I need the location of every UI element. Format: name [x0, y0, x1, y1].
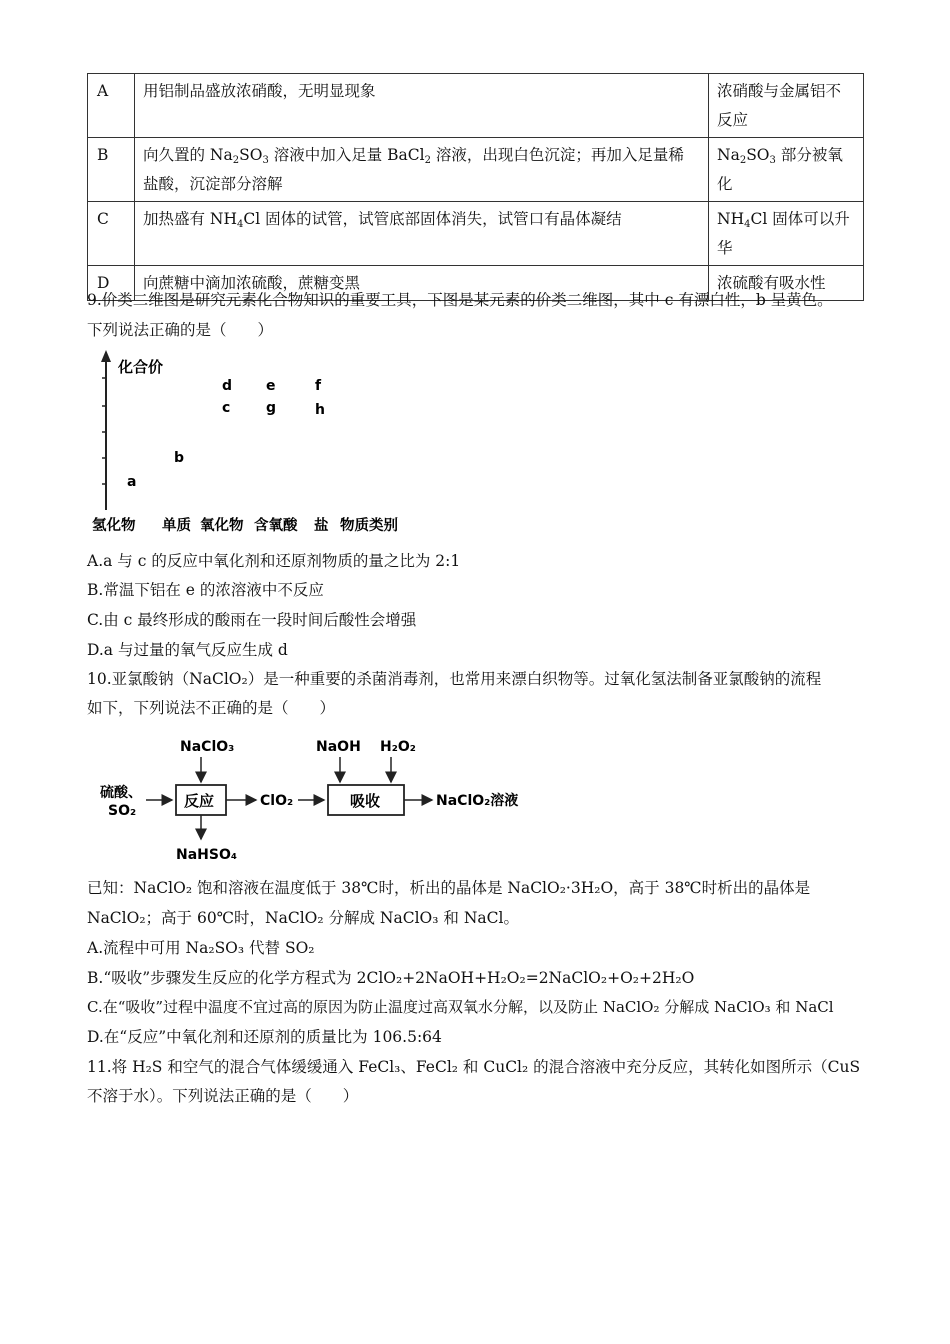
- q10-known-2: NaClO₂；高于 60℃时，NaClO₂ 分解成 NaClO₃ 和 NaCl。: [87, 909, 519, 927]
- point-label-e: e: [266, 378, 276, 394]
- x-category-label: 氧化物: [200, 518, 244, 534]
- y-axis-label: 化合价: [118, 358, 164, 376]
- point-label-f: f: [315, 378, 322, 394]
- q10-known: 已知：NaClO₂ 饱和溶液在温度低于 38℃时，析出的晶体是 NaClO₂·3H₂O，高于 38℃时析出的晶体是: [87, 879, 811, 897]
- intermediate-clo2: ClO₂: [260, 793, 294, 809]
- product-naclo2: NaClO₂溶液: [436, 793, 519, 809]
- q9-option-a: A.a 与 c 的反应中氧化剂和还原剂物质的量之比为 2:1: [87, 552, 461, 570]
- valence-class-chart: [92, 344, 422, 536]
- row-conclusion: 浓硫酸有吸水性: [709, 266, 864, 301]
- reaction-label: 反应: [184, 792, 215, 810]
- q11-stem-2: 不溶于水）。下列说法正确的是（ ）: [87, 1087, 359, 1105]
- q11-stem: 11.将 H₂S 和空气的混合气体缓缓通入 FeCl₃、FeCl₂ 和 CuCl₂ 的混合溶液中充分反应，其转化如图所示（CuS: [87, 1058, 861, 1076]
- table-row: [88, 202, 864, 266]
- x-category-label: 盐: [314, 518, 329, 534]
- x-category-label: 氢化物: [92, 518, 136, 534]
- process-flow-diagram: [88, 727, 528, 867]
- row-content: 向久置的 $Na_2SO_3$ 溶液中加入足量 BaCl$_2$ 溶液，出现白色沉淀；再加入足量稀 盐酸，沉淀部分溶解: [135, 138, 709, 202]
- point-label-h: h: [315, 402, 325, 418]
- q9-option-d: D.a 与过量的氧气反应生成 d: [87, 641, 288, 659]
- x-category-label: 含氧酸: [254, 518, 298, 534]
- absorption-label: 吸收: [350, 792, 381, 810]
- table-row: [88, 138, 864, 202]
- experiment-table: [87, 73, 864, 301]
- input-naclo3: NaClO₃: [180, 739, 235, 755]
- q10-stem: 10.亚氯酸钠（NaClO₂）是一种重要的杀菌消毒剂，也常用来漂白织物等。过氧化氢法制备亚氯酸钠的流程: [87, 670, 822, 688]
- q10-option-b: B.“吸收”步骤发生反应的化学方程式为 2ClO₂+2NaOH+H₂O₂=2NaClO₂+O₂+2H₂O: [87, 969, 695, 987]
- point-label-d: d: [222, 378, 233, 394]
- row-content: 用铝制品盛放浓硝酸，无明显现象: [135, 74, 709, 138]
- point-label-a: a: [127, 474, 137, 490]
- table-row: [88, 74, 864, 138]
- input-so2: SO₂: [108, 803, 137, 819]
- input-naoh: NaOH: [316, 739, 361, 755]
- row-content: 加热盛有 $NH_4Cl$ 固体的试管，试管底部固体消失，试管口有晶体凝结: [135, 202, 709, 266]
- point-label-g: g: [266, 400, 277, 416]
- q9-stem-2: 下列说法正确的是（ ）: [87, 321, 274, 339]
- row-key: C: [88, 202, 135, 266]
- row-key: A: [88, 74, 135, 138]
- point-label-c: c: [222, 400, 231, 416]
- q10-option-a: A.流程中可用 Na₂SO₃ 代替 SO₂: [87, 939, 315, 957]
- row-key: D: [88, 266, 135, 301]
- q9-option-b: B.常温下铝在 e 的浓溶液中不反应: [87, 581, 324, 599]
- point-label-b: b: [174, 450, 185, 466]
- input-sulfuric-acid: 硫酸、: [100, 785, 142, 801]
- x-category-label: 单质: [162, 518, 191, 534]
- q10-stem-2: 如下，下列说法不正确的是（ ）: [87, 699, 336, 717]
- row-key: B: [88, 138, 135, 202]
- row-conclusion: $NH_4Cl$ 固体可以升 华: [709, 202, 864, 266]
- row-content: 向蔗糖中滴加浓硫酸，蔗糖变黑: [135, 266, 709, 301]
- input-h2o2: H₂O₂: [380, 739, 416, 755]
- y-axis-arrow: [101, 350, 111, 362]
- row-conclusion: $Na_2SO_3$ 部分被氧化: [709, 138, 864, 202]
- x-axis-label: 物质类别: [340, 518, 398, 534]
- output-nahso4: NaHSO₄: [176, 847, 237, 863]
- q9-option-c: C.由 c 最终形成的酸雨在一段时间后酸性会增强: [87, 611, 417, 629]
- q10-option-d: D.在“反应”中氧化剂和还原剂的质量比为 106.5:64: [87, 1028, 442, 1046]
- q10-option-c: C.在“吸收”过程中温度不宜过高的原因为防止温度过高双氧水分解，以及防止 NaClO₂ 分解成 NaClO₃ 和 NaCl: [87, 998, 834, 1016]
- q9-stem: 9.价类二维图是研究元素化合物知识的重要工具，下图是某元素的价类二维图，其中 c 有漂白性，b 呈黄色。: [87, 291, 833, 309]
- row-conclusion: 浓硝酸与金属铝不反应: [709, 74, 864, 138]
